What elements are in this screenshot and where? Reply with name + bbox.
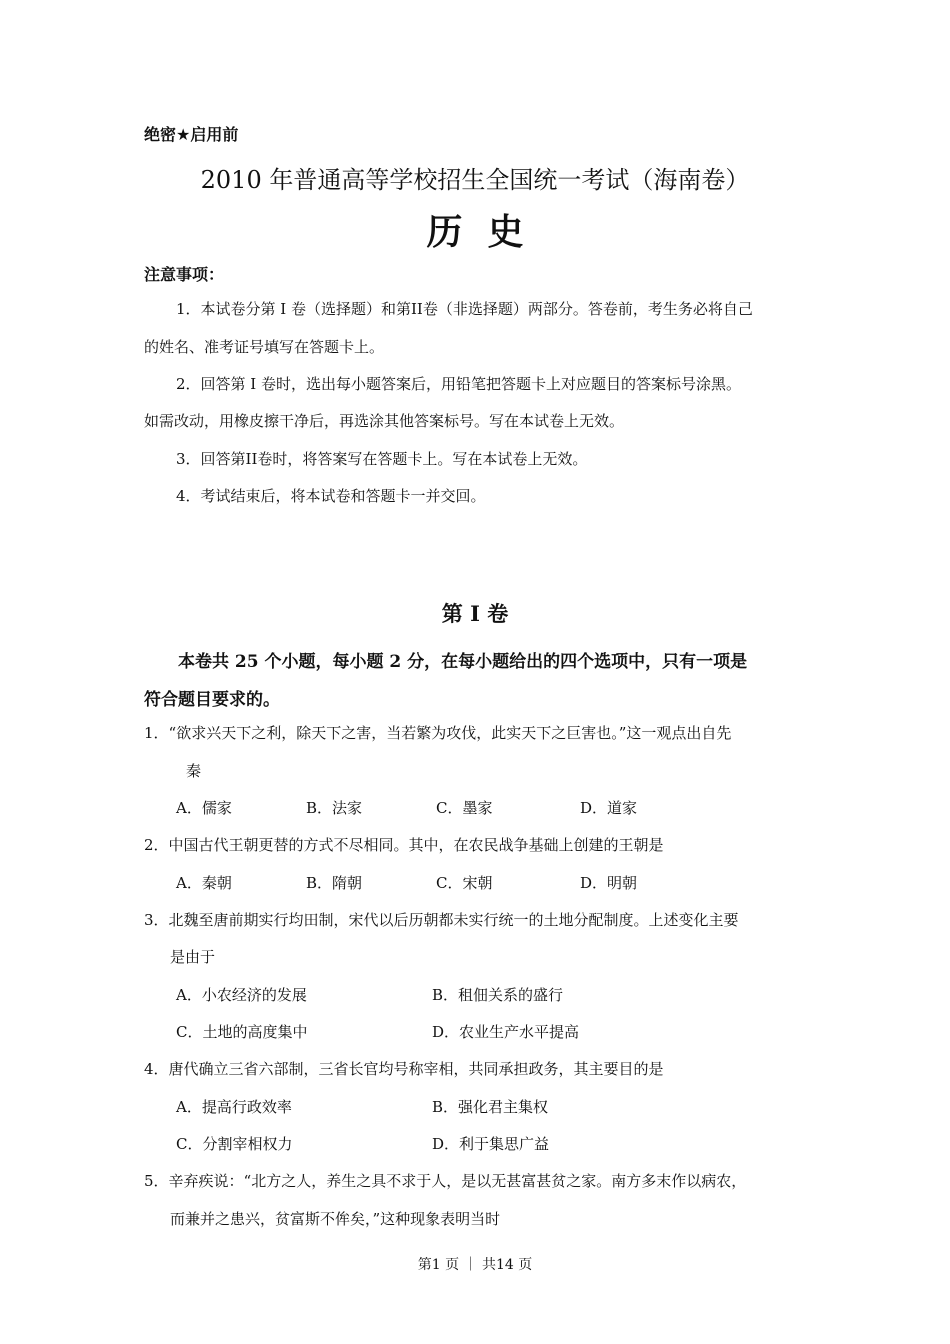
notice-line: 的姓名、准考证号填写在答题卡上。 — [144, 338, 385, 356]
part-intro: 本卷共 25 个小题，每小题 2 分，在每小题给出的四个选项中，只有一项是 — [178, 652, 748, 672]
option: C．墨家 — [436, 799, 493, 817]
confidential-mark: 绝密★启用前 — [144, 125, 239, 144]
question-stem: 5．辛弃疾说：“北方之人，养生之具不求于人，是以无甚富甚贫之家。南方多末作以病农， — [144, 1172, 747, 1190]
exam-title: 2010 年普通高等学校招生全国统一考试（海南卷） — [200, 166, 750, 194]
option: C．土地的高度集中 — [176, 1023, 308, 1041]
notice-line: 3．回答第II卷时，将答案写在答题卡上。写在本试卷上无效。 — [176, 450, 588, 468]
option: A．儒家 — [176, 799, 232, 817]
page-number: 第1 页 ｜ 共14 页 — [417, 1257, 533, 1273]
option: B．强化君主集权 — [432, 1098, 549, 1116]
option: D．利于集思广益 — [432, 1135, 550, 1153]
question-stem: 而兼并之患兴，贫富斯不侔矣，”这种现象表明当时 — [170, 1210, 501, 1228]
option: C．宋朝 — [436, 874, 493, 892]
part-intro: 符合题目要求的。 — [144, 690, 280, 710]
question-stem: 是由于 — [170, 948, 216, 966]
option: D．农业生产水平提高 — [432, 1023, 580, 1041]
question-stem: 3．北魏至唐前期实行均田制，宋代以后历朝都未实行统一的土地分配制度。上述变化主要 — [144, 911, 739, 929]
notice-line: 4．考试结束后，将本试卷和答题卡一并交回。 — [176, 487, 486, 505]
notice-heading: 注意事项： — [144, 265, 225, 284]
notice-line: 1．本试卷分第 I 卷（选择题）和第II卷（非选择题）两部分。答卷前，考生务必将自己 — [176, 300, 753, 318]
question-stem: 4．唐代确立三省六部制，三省长官均号称宰相，共同承担政务，其主要目的是 — [144, 1060, 664, 1078]
notice-line: 如需改动，用橡皮擦干净后，再选涂其他答案标号。写在本试卷上无效。 — [144, 412, 625, 430]
option: B．租佃关系的盛行 — [432, 986, 564, 1004]
option: C．分割宰相权力 — [176, 1135, 293, 1153]
notice-line: 2．回答第 I 卷时，选出每小题答案后，用铅笔把答题卡上对应题目的答案标号涂黑。 — [176, 375, 742, 393]
option: A．小农经济的发展 — [176, 986, 307, 1004]
option: B．法家 — [306, 799, 363, 817]
question-stem: 秦 — [186, 762, 202, 780]
question-stem: 2．中国古代王朝更替的方式不尽相同。其中，在农民战争基础上创建的王朝是 — [144, 836, 664, 854]
option: D．明朝 — [580, 874, 638, 892]
option: A．提高行政效率 — [176, 1098, 292, 1116]
subject-title: 历 史 — [426, 211, 524, 253]
option: A．秦朝 — [176, 874, 232, 892]
question-stem: 1．“欲求兴天下之利，除天下之害，当若繁为攻伐，此实天下之巨害也。”这一观点出自先 — [144, 724, 732, 742]
part-title: 第 I 卷 — [441, 601, 509, 626]
option: B．隋朝 — [306, 874, 363, 892]
option: D．道家 — [580, 799, 638, 817]
